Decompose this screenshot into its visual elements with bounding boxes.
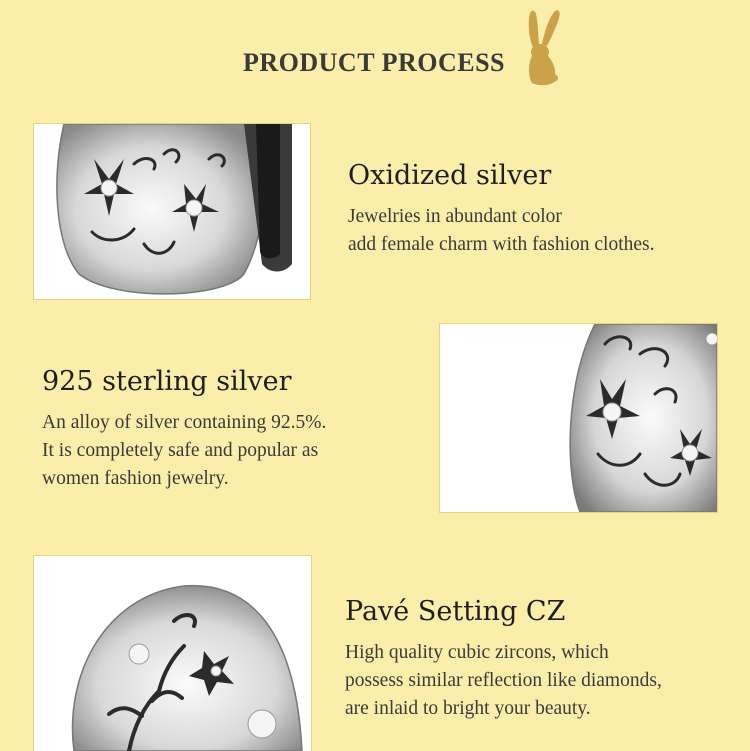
feature-sterling-silver	[42, 368, 326, 493]
feature-description-line: add female charm with fashion clothes.	[348, 234, 655, 255]
feature-description-line: women fashion jewelry.	[42, 468, 229, 489]
feature-description	[345, 639, 662, 723]
feature-oxidized-silver	[348, 162, 654, 259]
feature-description	[348, 203, 654, 259]
feature-title: Oxidized silver	[348, 160, 552, 191]
feature-description-line: An alloy of silver containing 92.5%.	[42, 412, 327, 433]
rabbit-icon	[520, 6, 564, 86]
feature-title: 925 sterling silver	[42, 366, 292, 397]
oxidized-silver-photo	[33, 123, 311, 300]
pave-setting-photo	[33, 555, 312, 751]
feature-pave-setting	[345, 598, 662, 723]
page-title: PRODUCT PROCESS	[243, 48, 506, 77]
feature-description-line: possess similar reflection like diamonds,	[345, 670, 662, 691]
sterling-silver-photo	[439, 323, 718, 513]
feature-description-line: Jewelries in abundant color	[348, 206, 562, 227]
feature-description-line: are inlaid to bright your beauty.	[345, 698, 591, 719]
feature-description	[42, 409, 326, 493]
page-header	[0, 0, 750, 110]
feature-description-line: High quality cubic zircons, which	[345, 642, 609, 663]
feature-title: Pavé Setting CZ	[345, 596, 566, 627]
feature-description-line: It is completely safe and popular as	[42, 440, 319, 461]
